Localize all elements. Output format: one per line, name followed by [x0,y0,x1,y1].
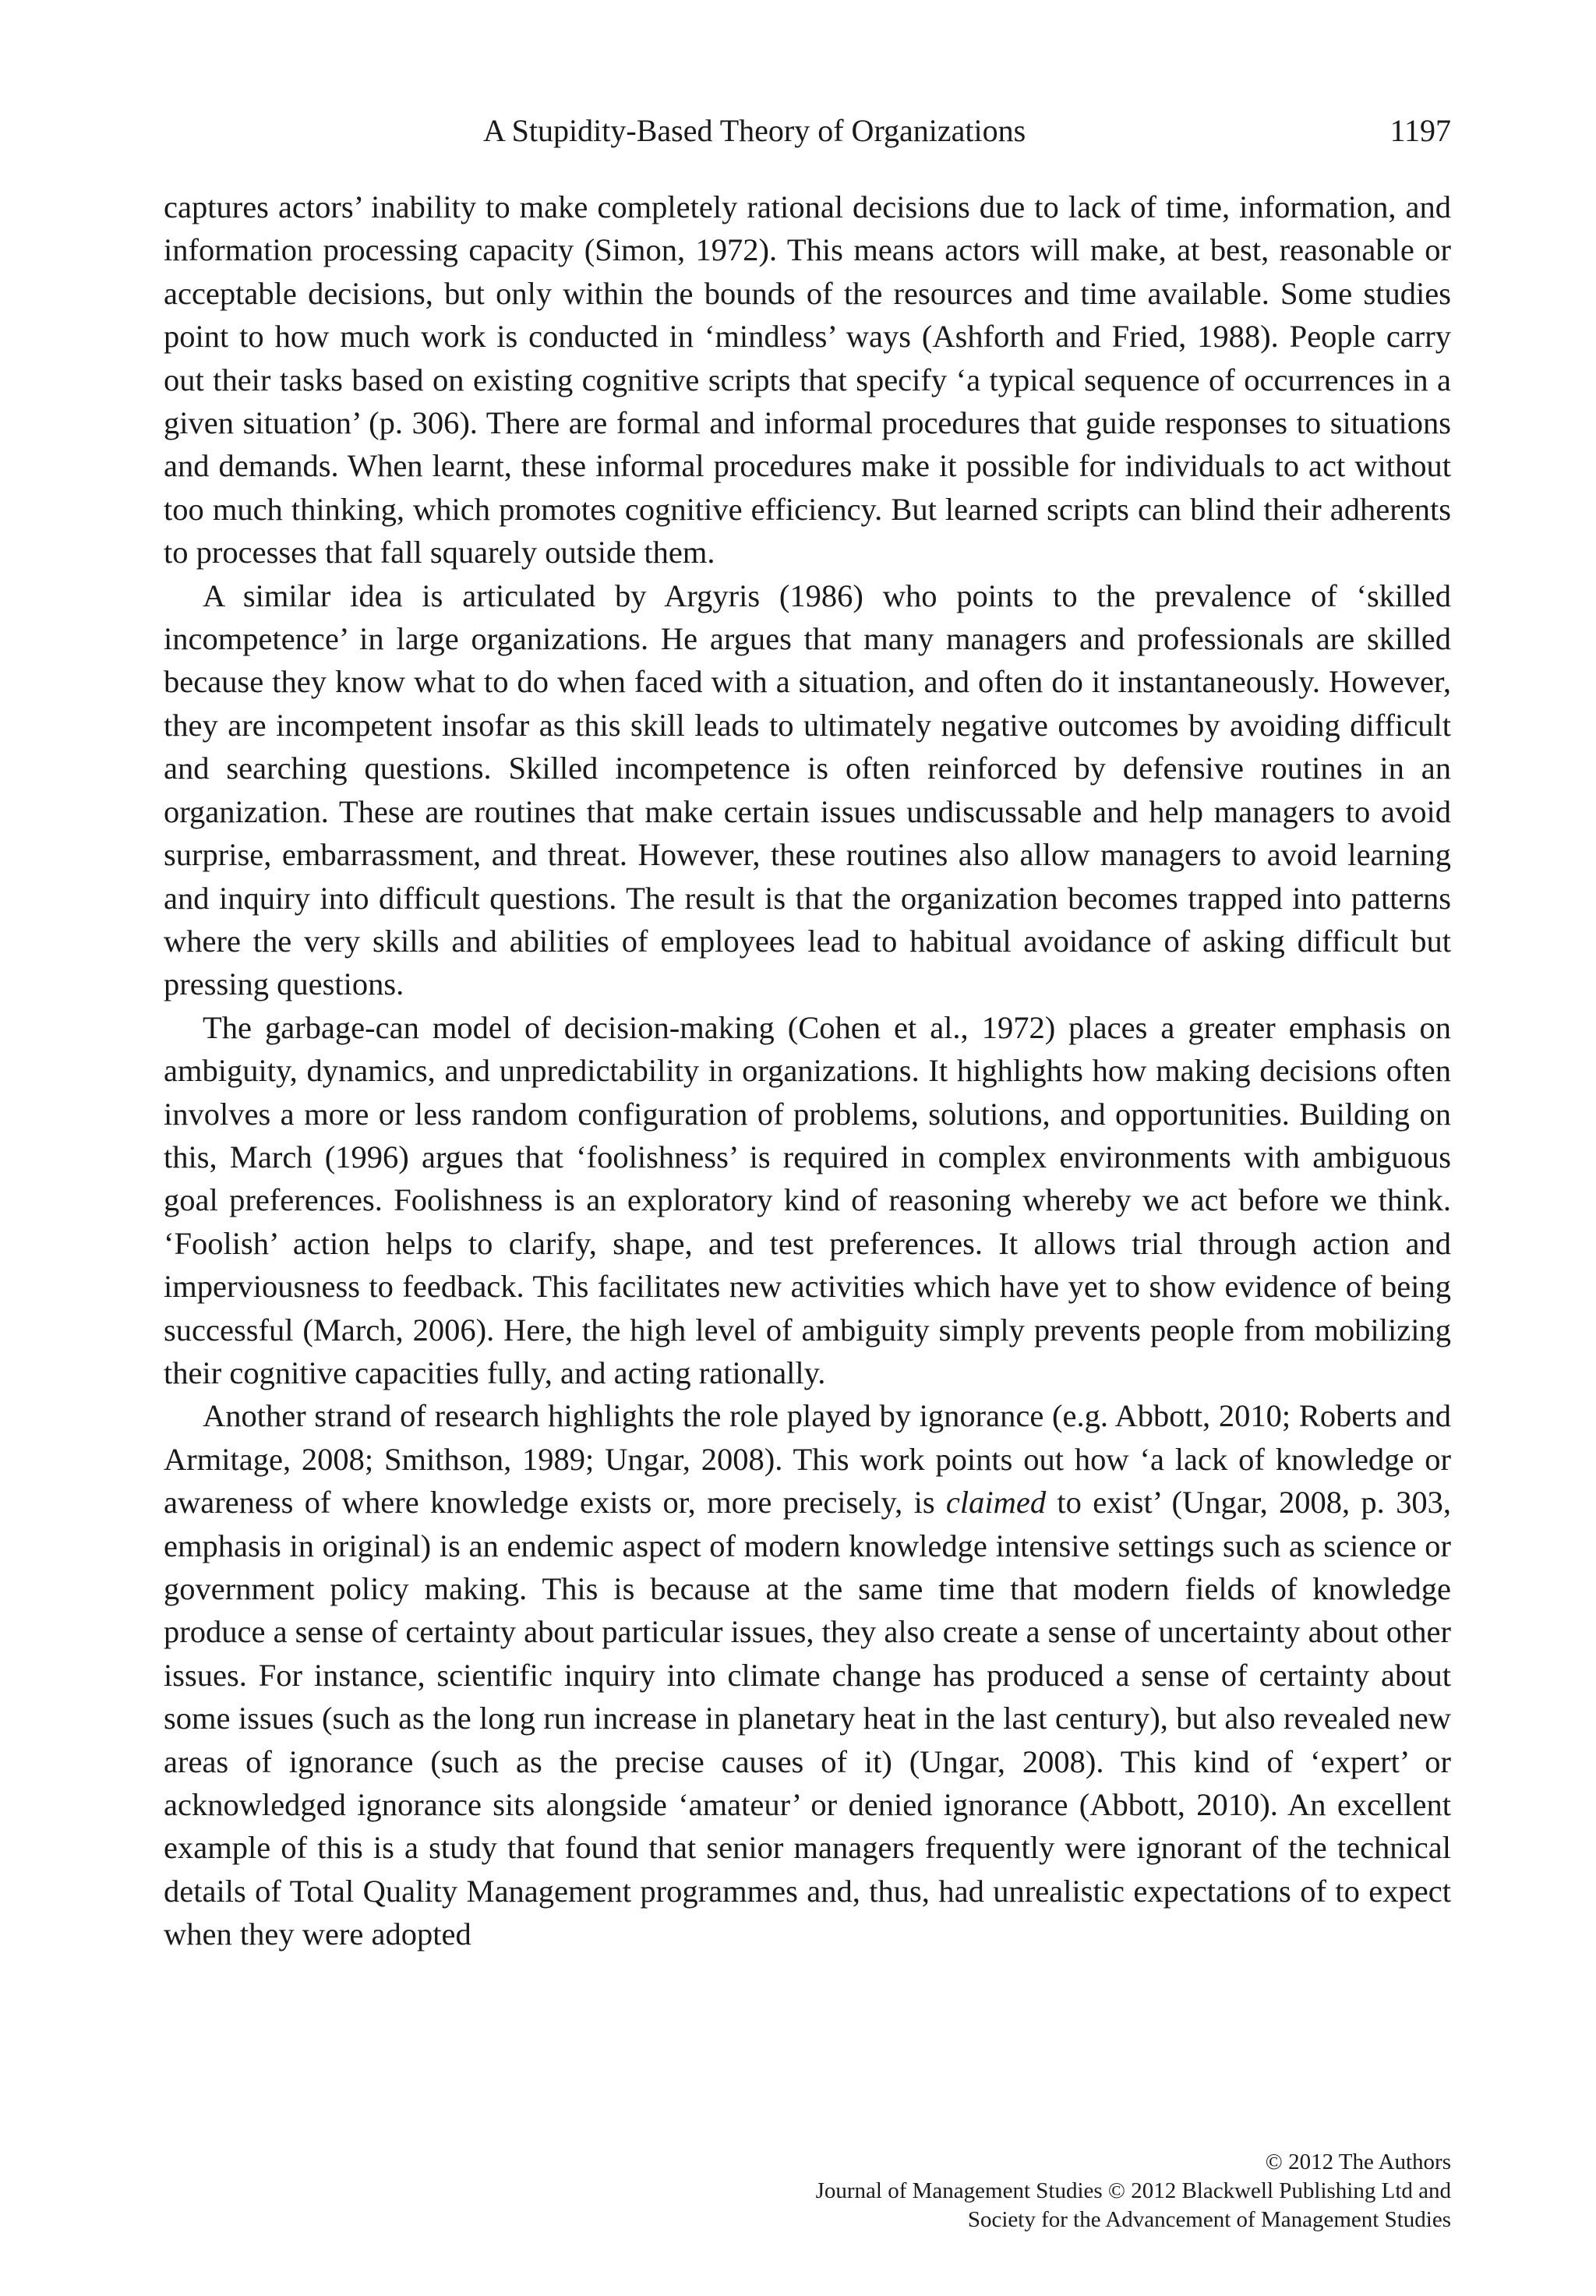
running-head [164,108,1451,154]
copyright-authors: © 2012 The Authors [1265,2149,1451,2174]
paragraph-4-text-end: to exist’ (Ungar, 2008, p. 303, emphasis in original) is an endemic aspect of modern knowledge intensive settings such as science or government policy making. This is because at the same time that modern fields of knowledge produce a sense of certainty about particular issues, they also create a sense of uncertainty about other issues. For instance, scientific inquiry into climate change has produced a sense of certainty about some issues (such as the long run increase in planetary heat in the last century), but also revealed new areas of ignorance (such as the precise causes of it) (Ungar, 2008). This kind of ‘expert’ or acknowledged ignorance sits alongside ‘amateur’ or denied ignorance (Abbott, 2010). An excellent example of this is a study that found that senior managers frequently were ignorant of the technical details of Total Quality Management programmes and, thus, had unrealistic expectations of to expect when they were adopted [164,1485,1451,1952]
paragraph-4-text-start: Another strand of research highlights the role played by ignorance (e.g. Abbott, 2010; Roberts and Armitage, 2008; Smithson, 1989; Ungar, 2008). This work points out how ‘a lack of knowledge or awareness of where knowledge exists or, more precisely, is [164,1398,1451,1521]
emphasis-claimed: claimed [945,1485,1047,1521]
copyright-society: Society for the Advancement of Management Studies [967,2207,1451,2232]
copyright-footer [816,2148,1451,2234]
paragraph-1: captures actors’ inability to make completely rational decisions due to lack of time, information, and information processing capacity (Simon, 1972). This means actors will make, at best, reasonable or acceptable decisions, but only within the bounds of the resources and time available. Some studies point to how much work is conducted in ‘mindless’ ways (Ashforth and Fried, 1988). People carry out their tasks based on existing cognitive scripts that specify ‘a typical sequence of occurrences in a given situation’ (p. 306). There are formal and informal procedures that guide responses to situations and demands. When learnt, these informal procedures make it possible for individuals to act without too much thinking, which promotes cognitive efficiency. But learned scripts can blind their adherents to processes that fall squarely outside them. [164,189,1451,570]
copyright-journal: Journal of Management Studies © 2012 Blackwell Publishing Ltd and [815,2178,1451,2203]
page-number: 1197 [1389,113,1451,148]
paragraph-3: The garbage-can model of decision-making (Cohen et al., 1972) places a greater emphasis on ambiguity, dynamics, and unpredictability in organizations. It highlights how making decisions often involves a more or less random configuration of problems, solutions, and opportunities. Building on this, March (1996) argues that ‘foolishness’ is required in complex environments with ambiguous goal preferences. Foolishness is an exploratory kind of reasoning whereby we act before we think. ‘Foolish’ action helps to clarify, shape, and test preferences. It allows trial through action and imperviousness to feedback. This facilitates new activities which have yet to show evidence of being successful (March, 2006). Here, the high level of ambiguity simply prevents people from mobilizing their cognitive capacities fully, and acting rationally. [164,1009,1451,1390]
paragraph-4 [164,1394,1451,1955]
paragraph-2: A similar idea is articulated by Argyris (1986) who points to the prevalence of ‘skilled incompetence’ in large organizations. He argues that many managers and professionals are skilled because they know what to do when faced with a situation, and often do it instantaneously. However, they are incompetent insofar as this skill leads to ultimately negative outcomes by avoiding difficult and searching questions. Skilled incompetence is often reinforced by defensive routines in an organization. These are routines that make certain issues undiscussable and help managers to avoid surprise, embarrassment, and threat. However, these routines also allow managers to avoid learning and inquiry into difficult questions. The result is that the organization becomes trapped into patterns where the very skills and abilities of employees lead to habitual avoidance of asking difficult but pressing questions. [164,578,1451,1002]
article-body [164,185,1451,1956]
running-title: A Stupidity-Based Theory of Organizations [483,113,1026,148]
